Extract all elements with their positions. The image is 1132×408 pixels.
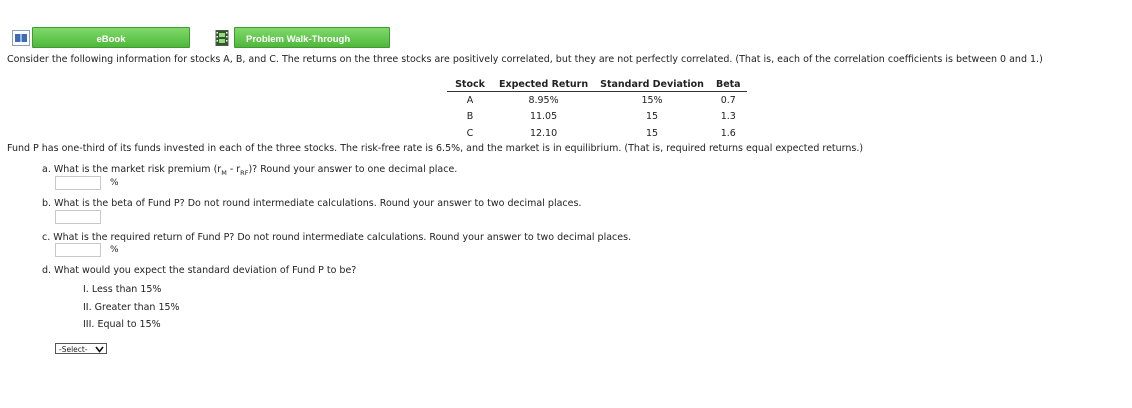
table-cell: 11.05 [529, 111, 558, 123]
fund-description: Fund P has one-third of its funds invested in each of the three stocks. The risk-free rate is 6.5%, and the market is in equilibrium. (That is, required returns equal expected returns.) [7, 143, 864, 154]
table-row [447, 92, 747, 109]
column-header: Beta [710, 77, 747, 92]
intro-text: Consider the following information for stocks A, B, and C. The returns on the three stocks are positively correlated, but they are not perfectly correlated. (That is, each of the correlation coefficients is between 0 and 1.) [7, 54, 1043, 65]
book-icon[interactable] [12, 30, 30, 46]
table-cell: 1.3 [720, 111, 736, 123]
table-cell: A [466, 94, 474, 106]
ebook-button[interactable]: eBook [32, 27, 190, 48]
answer-c-unit: % [110, 245, 119, 255]
table-cell: 15 [645, 127, 659, 139]
film-icon[interactable] [214, 30, 232, 46]
table-cell: 0.7 [720, 94, 736, 106]
column-header: Standard Deviation [594, 77, 710, 92]
problem-walkthrough-button[interactable]: Problem Walk-Through [234, 27, 390, 48]
question-a-sub-rf: RF [240, 168, 249, 177]
answer-a-unit: % [110, 178, 119, 188]
question-a-sub-m: M [221, 168, 227, 177]
answer-a-input[interactable] [55, 176, 101, 190]
option-iii: III. Equal to 15% [83, 319, 161, 330]
option-ii: II. Greater than 15% [83, 302, 180, 313]
question-d: d. What would you expect the standard deviation of Fund P to be? [42, 265, 357, 276]
table-cell: 8.95% [528, 94, 559, 106]
stocks-table [447, 77, 747, 142]
option-i: I. Less than 15% [83, 284, 162, 295]
question-c: c. What is the required return of Fund P? Do not round intermediate calculations. Round your answer to two decimal places. [42, 232, 632, 243]
answer-b [55, 210, 101, 224]
select-value: -Select- [59, 345, 88, 354]
answer-a [55, 176, 119, 190]
answer-c-input[interactable] [55, 243, 101, 257]
question-a-mid: - r [226, 164, 241, 175]
answer-b-input[interactable] [55, 210, 101, 224]
question-a-prefix: a. What is the market risk premium (r [42, 164, 222, 175]
table-header-row [447, 77, 747, 92]
question-b: b. What is the beta of Fund P? Do not round intermediate calculations. Round your answer to two decimal places. [42, 198, 582, 209]
table-cell: 12.10 [529, 127, 558, 139]
table-cell: 15% [641, 94, 663, 106]
question-a-suffix: )? Round your answer to one decimal place. [248, 164, 458, 175]
table-cell: B [466, 111, 474, 123]
chevron-down-icon [95, 345, 104, 356]
column-header: Stock [447, 77, 493, 92]
answer-c [55, 243, 119, 257]
column-header: Expected Return [493, 77, 594, 92]
table-row [447, 109, 747, 126]
toolbar [8, 27, 408, 49]
table-row [447, 125, 747, 142]
question-a [42, 164, 457, 177]
table-cell: C [466, 127, 474, 139]
answer-d-select[interactable] [55, 343, 107, 354]
table-cell: 15 [645, 111, 659, 123]
table-cell: 1.6 [720, 127, 736, 139]
